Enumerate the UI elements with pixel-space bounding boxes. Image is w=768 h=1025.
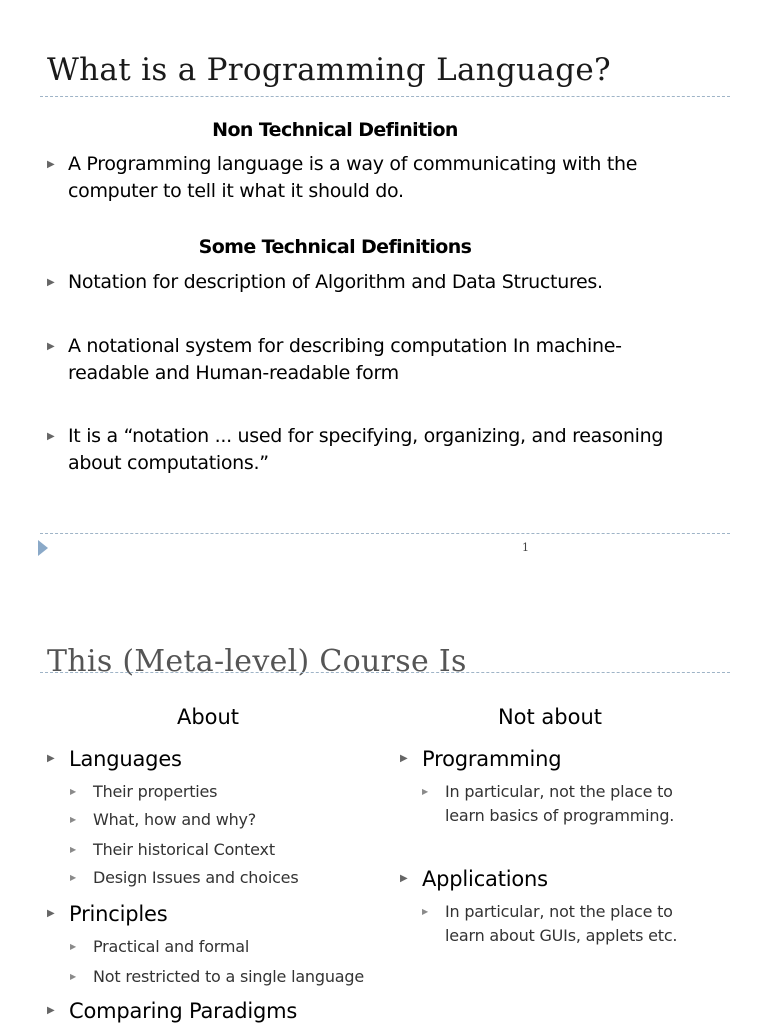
triangle-right-icon: ▶ bbox=[70, 845, 76, 854]
triangle-right-icon: ▶ bbox=[70, 873, 76, 882]
sub-bullet bbox=[422, 900, 692, 948]
sub-bullet-text: Not restricted to a single language bbox=[93, 967, 364, 986]
triangle-right-icon: ▶ bbox=[400, 753, 408, 764]
sub-bullet bbox=[70, 935, 249, 959]
non-technical-heading: Non Technical Definition bbox=[212, 119, 458, 141]
triangle-right-icon: ▶ bbox=[70, 787, 76, 796]
bullet-text: Programming bbox=[422, 747, 562, 771]
sub-bullet-text: Practical and formal bbox=[93, 937, 250, 956]
bullet-text: It is a “notation ... used for specifying, organizing, and reasoning about computations.” bbox=[68, 425, 664, 474]
triangle-right-icon: ▶ bbox=[422, 787, 428, 796]
sub-bullet-text: Design Issues and choices bbox=[93, 868, 299, 887]
triangle-right-icon: ▶ bbox=[47, 341, 55, 352]
triangle-right-icon bbox=[38, 540, 48, 556]
triangle-right-icon: ▶ bbox=[47, 1005, 55, 1016]
bullet-text: A notational system for describing computation In machine-readable and Human-readable form bbox=[68, 335, 622, 384]
sub-bullet-text: What, how and why? bbox=[93, 810, 257, 829]
bullet-technical-2 bbox=[47, 333, 687, 387]
bullet-applications bbox=[400, 865, 548, 893]
title-divider bbox=[40, 96, 730, 97]
sub-bullet-text: Their historical Context bbox=[93, 840, 275, 859]
bullet-technical-3 bbox=[47, 423, 687, 477]
sub-bullet bbox=[70, 808, 256, 832]
bullet-text: Comparing Paradigms bbox=[69, 999, 298, 1023]
slide-title: This (Meta-level) Course Is bbox=[47, 644, 467, 679]
triangle-right-icon: ▶ bbox=[47, 908, 55, 919]
bullet-text: Languages bbox=[69, 747, 182, 771]
bullet-non-technical bbox=[47, 151, 687, 205]
footer-divider bbox=[40, 533, 730, 534]
triangle-right-icon: ▶ bbox=[47, 753, 55, 764]
bullet-text: A Programming language is a way of communicating with the computer to tell it what it should do. bbox=[68, 153, 638, 202]
sub-bullet-text: In particular, not the place to learn basics of programming. bbox=[445, 782, 675, 825]
sub-bullet bbox=[70, 838, 275, 862]
triangle-right-icon: ▶ bbox=[47, 277, 55, 288]
slide-course-scope bbox=[0, 580, 768, 1024]
bullet-text: Principles bbox=[69, 902, 168, 926]
bullet-text: Notation for description of Algorithm and Data Structures. bbox=[68, 271, 603, 293]
sub-bullet bbox=[70, 866, 298, 890]
not-about-heading: Not about bbox=[497, 705, 603, 729]
triangle-right-icon: ▶ bbox=[70, 815, 76, 824]
triangle-right-icon: ▶ bbox=[400, 873, 408, 884]
triangle-right-icon: ▶ bbox=[422, 907, 428, 916]
sub-bullet bbox=[70, 965, 364, 989]
triangle-right-icon: ▶ bbox=[70, 972, 76, 981]
sub-bullet-text: In particular, not the place to learn about GUIs, applets etc. bbox=[445, 902, 678, 945]
technical-heading: Some Technical Definitions bbox=[198, 236, 472, 258]
about-heading: About bbox=[176, 705, 240, 729]
triangle-right-icon: ▶ bbox=[47, 431, 55, 442]
bullet-comparing-paradigms bbox=[47, 997, 297, 1025]
sub-bullet bbox=[422, 780, 692, 828]
bullet-technical-1 bbox=[47, 269, 687, 296]
bullet-programming bbox=[400, 745, 561, 773]
sub-bullet bbox=[70, 780, 217, 804]
bullet-languages bbox=[47, 745, 182, 773]
sub-bullet-text: Their properties bbox=[93, 782, 218, 801]
bullet-text: Applications bbox=[422, 867, 548, 891]
slide-title: What is a Programming Language? bbox=[47, 52, 611, 88]
title-divider bbox=[40, 672, 730, 673]
page-number: 1 bbox=[522, 541, 529, 554]
bullet-principles bbox=[47, 900, 167, 928]
triangle-right-icon: ▶ bbox=[47, 159, 55, 170]
triangle-right-icon: ▶ bbox=[70, 942, 76, 951]
